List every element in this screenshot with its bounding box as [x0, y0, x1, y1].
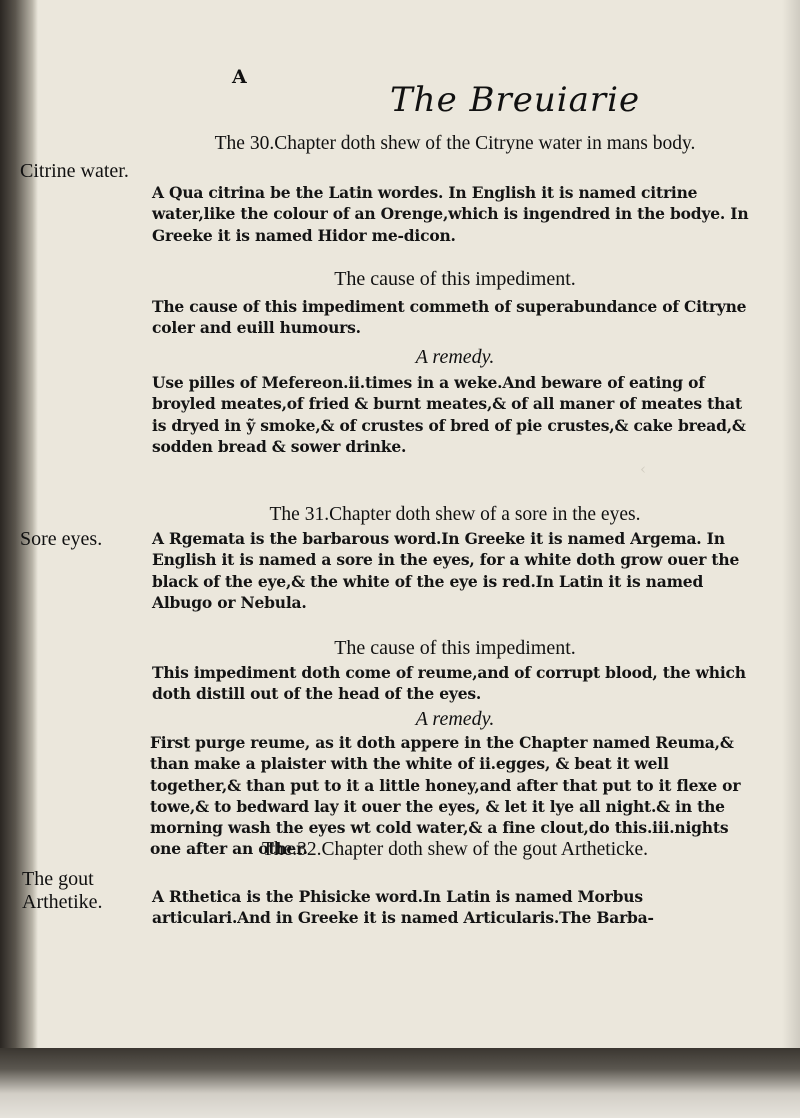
margin-note-gout: The gout Arthetike.: [22, 868, 103, 913]
chapter-30-heading: The 30.Chapter doth shew of the Citryne water in mans body.: [214, 133, 696, 154]
margin-note-sore-eyes: Sore eyes.: [20, 528, 103, 550]
bleed-through: ‹: [640, 460, 646, 478]
running-title: The Breuiarie: [390, 80, 641, 120]
chapter-30-cause: The cause of this impediment commeth of superabundance of Citryne coler and euill humours.: [152, 297, 747, 338]
margin-note-citrine: Citrine water.: [20, 160, 129, 182]
chapter-31-heading: The 31.Chapter doth shew of a sore in the eyes.: [269, 504, 641, 525]
chapter-30-cause-title: The cause of this impediment.: [334, 268, 576, 290]
chapter-30-remedy: Use pilles of Mefereon.ii.times in a weke.And beware of eating of broyled meates,of fried & burnt meates,& of all maner of meates that is dryed in ỹ smoke,& of crustes of bred of pie crustes,& cake bread,& sodden bread & sower drinke.: [152, 373, 746, 456]
chapter-31-cause: This impediment doth come of reume,and of corrupt blood, the which doth distill out of the head of the eyes.: [152, 663, 746, 704]
page-bottom-edge: [0, 1048, 800, 1118]
chapter-32-intro: A Rthetica is the Phisicke word.In Latin is named Morbus articulari.And in Greeke it is named Articularis.The Barba-: [152, 887, 654, 928]
chapter-30-remedy-title: A remedy.: [415, 346, 495, 368]
chapter-31-intro: A Rgemata is the barbarous word.In Greeke it is named Argema. In English it is named a sore in the eyes, for a white doth grow ouer the black of the eye,& the white of the eye is red.In Latin it is named Albugo or Nebula.: [152, 529, 740, 612]
signature-mark: A: [232, 66, 247, 88]
page-right-edge: [782, 0, 800, 1118]
chapter-31-remedy: First purge reume, as it doth appere in the Chapter named Reuma,& than make a plaister with the white of ii.egges, & beat it well together,& than put to it a little honey,and after that put to it flexe or towe,& to bedward lay it ouer the eyes, & let it lye all night.& in the morning wash the eyes wt cold water,& a fine clout,do this.iii.nights one after an other.: [150, 733, 741, 859]
chapter-31-remedy-title: A remedy.: [415, 708, 495, 730]
chapter-32-heading: The.32.Chapter doth shew of the gout Artheticke.: [261, 839, 649, 860]
chapter-30-intro: A Qua citrina be the Latin wordes. In English it is named citrine water,like the colour of an Orenge,which is ingendred in the bodye. In Greeke it is named Hidor me-dicon.: [152, 183, 749, 245]
chapter-31-cause-title: The cause of this impediment.: [334, 637, 576, 659]
